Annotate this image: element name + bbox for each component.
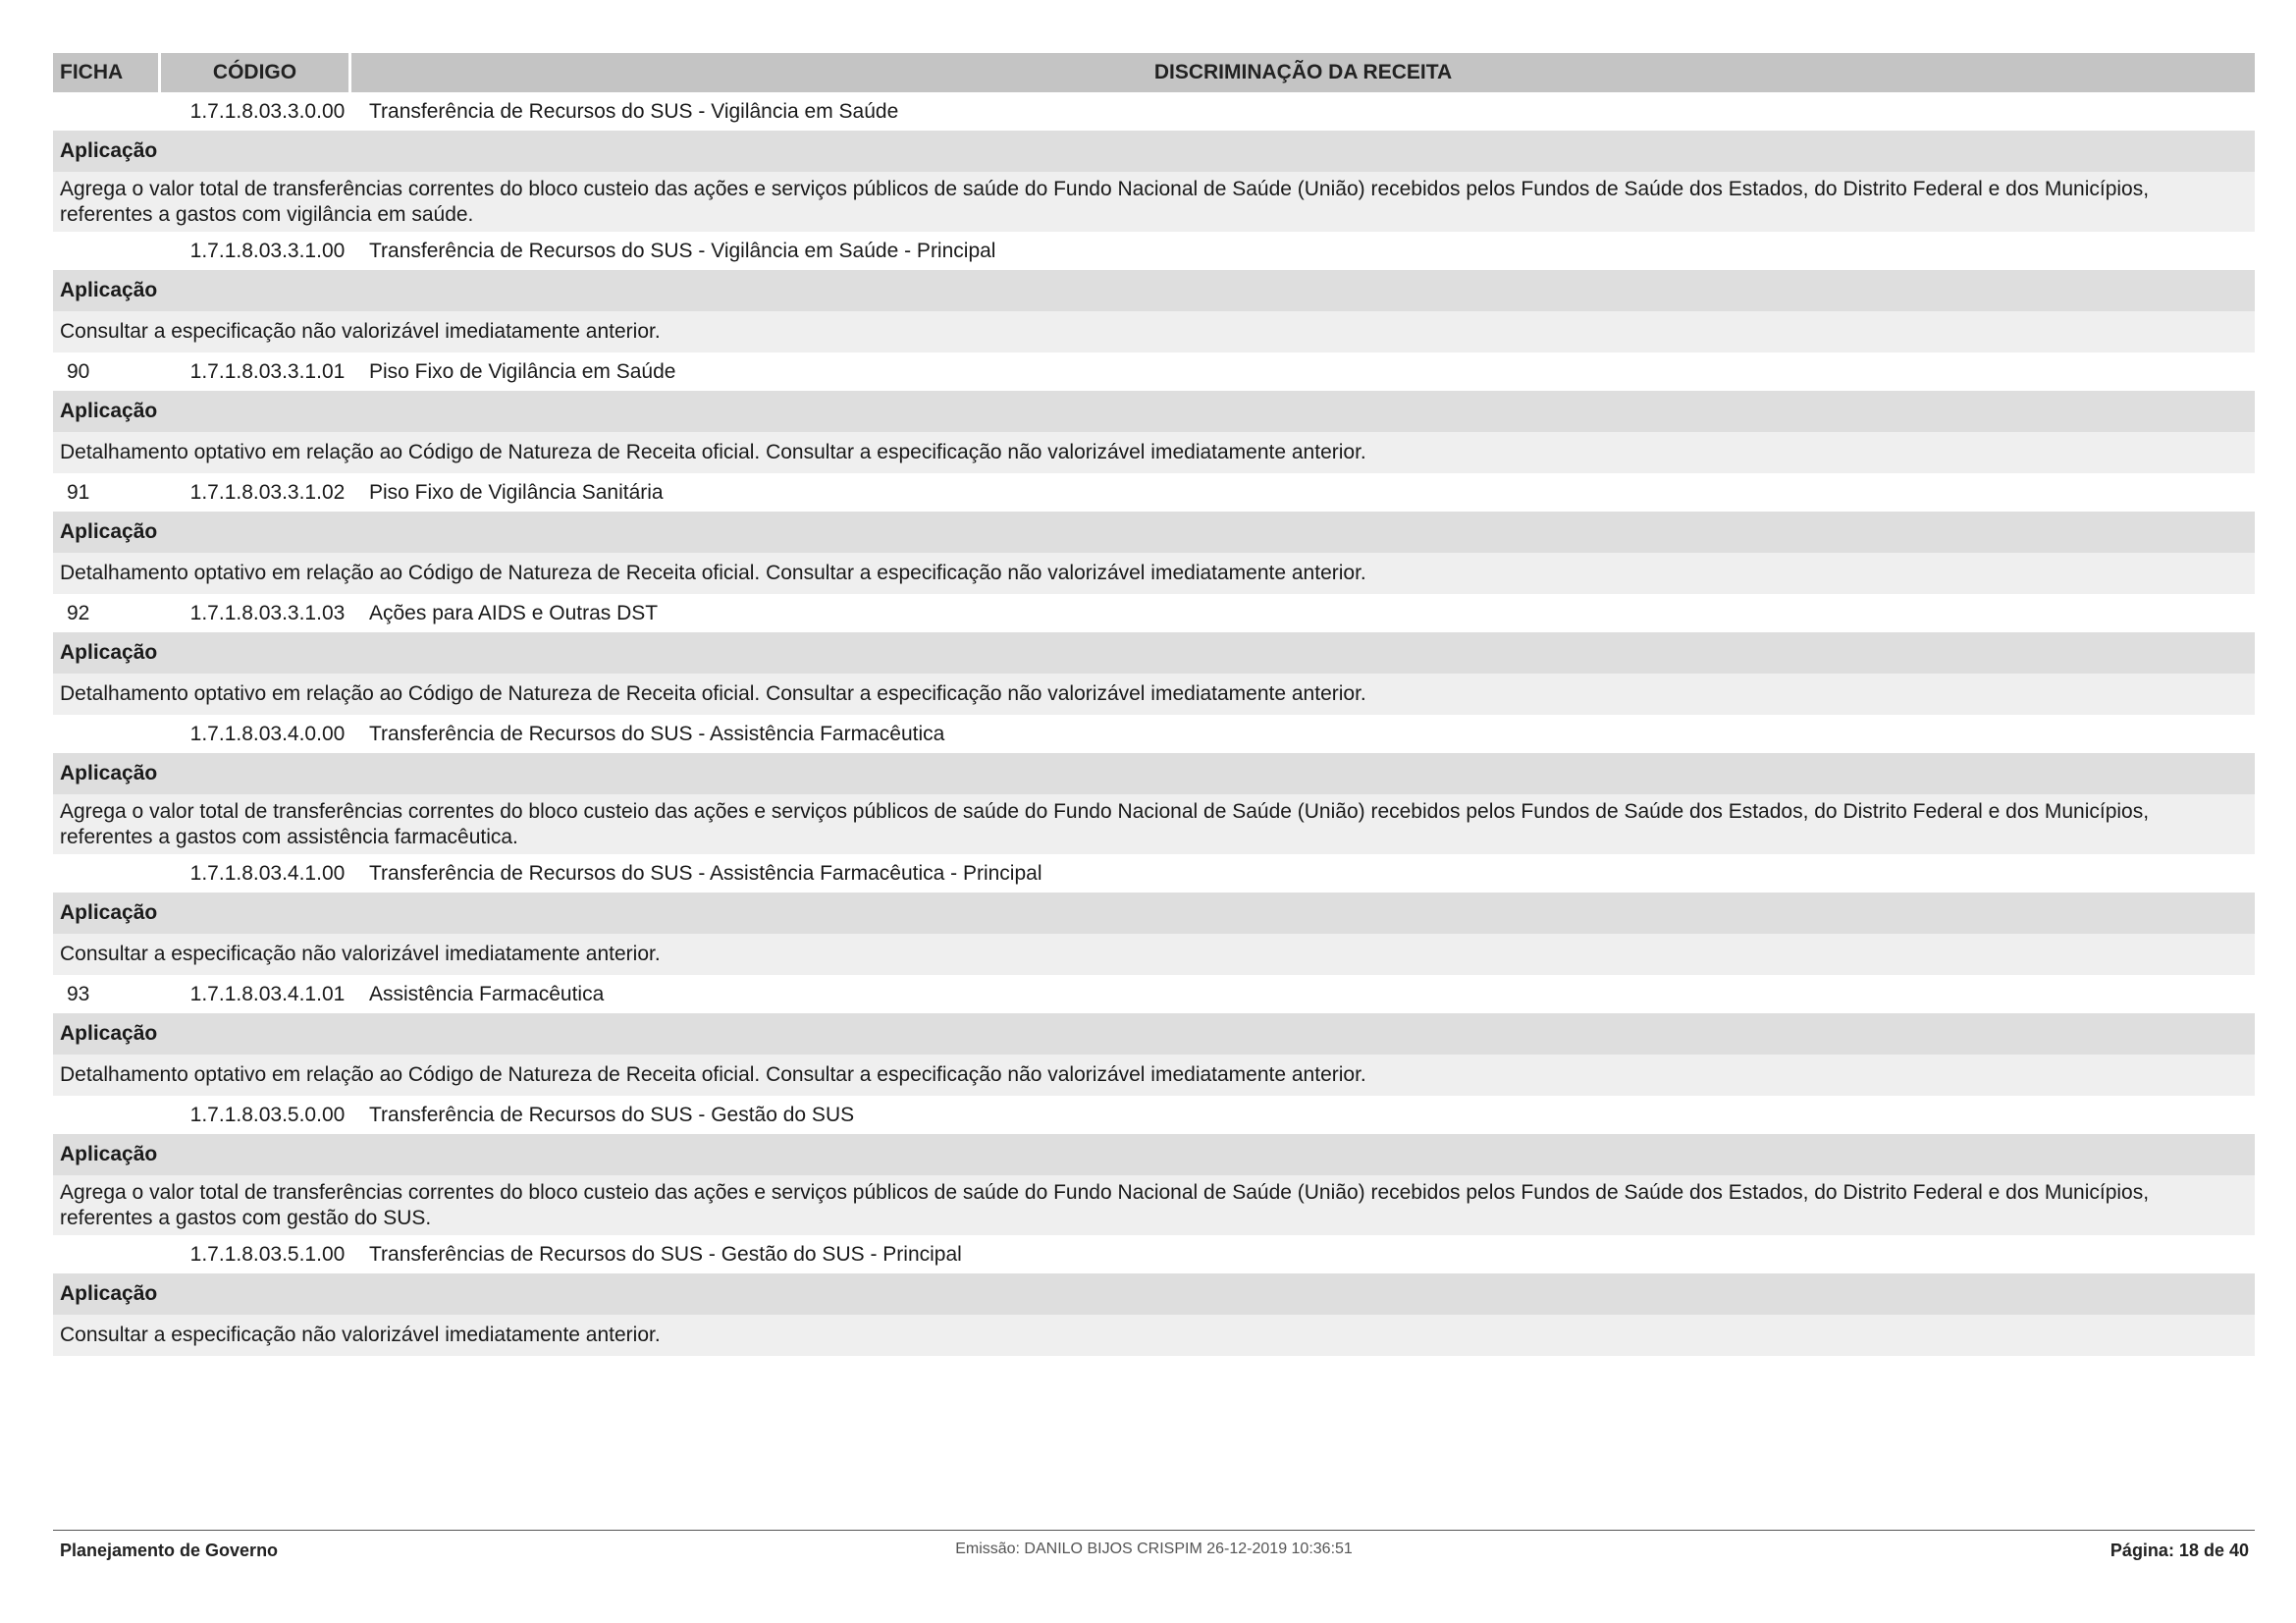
aplicacao-label: Aplicação	[53, 1013, 2255, 1055]
codigo-cell: 1.7.1.8.03.3.1.00	[189, 239, 346, 262]
aplicacao-text: Agrega o valor total de transferências correntes do bloco custeio das ações e serviços públicos de saúde do Fundo Nacional de Saúde (União) recebidos pelos Fundos de Saúde dos Estados, do Distrito Federal e dos Municípios, referentes a gastos com gestão do SUS.	[53, 1175, 2255, 1235]
aplicacao-label: Aplicação	[53, 131, 2255, 172]
descricao-cell: Transferência de Recursos do SUS - Vigilância em Saúde	[369, 99, 899, 123]
column-header-ficha: FICHA	[53, 53, 158, 92]
aplicacao-label: Aplicação	[53, 512, 2255, 553]
codigo-cell: 1.7.1.8.03.3.0.00	[189, 99, 346, 123]
codigo-cell: 1.7.1.8.03.3.1.01	[189, 359, 346, 383]
codigo-cell: 1.7.1.8.03.3.1.03	[189, 601, 346, 624]
aplicacao-label: Aplicação	[53, 632, 2255, 674]
descricao-cell: Transferência de Recursos do SUS - Vigilância em Saúde - Principal	[369, 239, 996, 262]
aplicacao-text: Consultar a especificação não valorizável imediatamente anterior.	[53, 311, 2255, 352]
aplicacao-text: Agrega o valor total de transferências correntes do bloco custeio das ações e serviços públicos de saúde do Fundo Nacional de Saúde (União) recebidos pelos Fundos de Saúde dos Estados, do Distrito Federal e dos Municípios, referentes a gastos com vigilância em saúde.	[53, 172, 2255, 232]
descricao-cell: Transferência de Recursos do SUS - Assistência Farmacêutica - Principal	[369, 861, 1042, 885]
revenue-row	[53, 92, 2255, 131]
codigo-cell: 1.7.1.8.03.5.1.00	[189, 1242, 346, 1266]
revenue-row	[53, 975, 2255, 1013]
table-header	[53, 53, 2255, 92]
aplicacao-text: Consultar a especificação não valorizável imediatamente anterior.	[53, 1315, 2255, 1356]
aplicacao-text: Agrega o valor total de transferências correntes do bloco custeio das ações e serviços públicos de saúde do Fundo Nacional de Saúde (União) recebidos pelos Fundos de Saúde dos Estados, do Distrito Federal e dos Municípios, referentes a gastos com assistência farmacêutica.	[53, 794, 2255, 854]
aplicacao-label: Aplicação	[53, 270, 2255, 311]
aplicacao-label: Aplicação	[53, 391, 2255, 432]
revenue-row	[53, 473, 2255, 512]
aplicacao-label: Aplicação	[53, 753, 2255, 794]
codigo-cell: 1.7.1.8.03.4.0.00	[189, 722, 346, 745]
aplicacao-text: Detalhamento optativo em relação ao Código de Natureza de Receita oficial. Consultar a especificação não valorizável imediatamente anterior.	[53, 1055, 2255, 1096]
ficha-cell: 91	[67, 480, 90, 504]
descricao-cell: Ações para AIDS e Outras DST	[369, 601, 659, 624]
footer-page-number: Página: 18 de 40	[2109, 1541, 2249, 1560]
ficha-cell: 92	[67, 601, 90, 624]
aplicacao-text: Consultar a especificação não valorizável imediatamente anterior.	[53, 934, 2255, 975]
revenue-row	[53, 1235, 2255, 1273]
aplicacao-text: Detalhamento optativo em relação ao Código de Natureza de Receita oficial. Consultar a especificação não valorizável imediatamente anterior.	[53, 432, 2255, 473]
ficha-cell: 90	[67, 359, 90, 383]
codigo-cell: 1.7.1.8.03.4.1.00	[189, 861, 346, 885]
aplicacao-text: Detalhamento optativo em relação ao Código de Natureza de Receita oficial. Consultar a especificação não valorizável imediatamente anterior.	[53, 553, 2255, 594]
descricao-cell: Piso Fixo de Vigilância Sanitária	[369, 480, 664, 504]
column-header-descricao: DISCRIMINAÇÃO DA RECEITA	[351, 53, 2255, 92]
footer-emission: Emissão: DANILO BIJOS CRISPIM 26-12-2019 10:36:51	[955, 1541, 1353, 1557]
aplicacao-label: Aplicação	[53, 1134, 2255, 1175]
aplicacao-label: Aplicação	[53, 1273, 2255, 1315]
column-header-codigo: CÓDIGO	[161, 53, 348, 92]
revenue-row	[53, 594, 2255, 632]
ficha-cell: 93	[67, 982, 90, 1005]
footer-organization: Planejamento de Governo	[60, 1541, 279, 1560]
descricao-cell: Piso Fixo de Vigilância em Saúde	[369, 359, 676, 383]
revenue-row	[53, 1096, 2255, 1134]
page-footer	[53, 1530, 2255, 1570]
revenue-row	[53, 715, 2255, 753]
codigo-cell: 1.7.1.8.03.3.1.02	[189, 480, 346, 504]
descricao-cell: Transferências de Recursos do SUS - Gestão do SUS - Principal	[369, 1242, 962, 1266]
descricao-cell: Assistência Farmacêutica	[369, 982, 605, 1005]
revenue-row	[53, 854, 2255, 893]
codigo-cell: 1.7.1.8.03.4.1.01	[189, 982, 346, 1005]
codigo-cell: 1.7.1.8.03.5.0.00	[189, 1103, 346, 1126]
descricao-cell: Transferência de Recursos do SUS - Assistência Farmacêutica	[369, 722, 945, 745]
revenue-row	[53, 232, 2255, 270]
revenue-table	[53, 53, 2255, 1356]
aplicacao-label: Aplicação	[53, 893, 2255, 934]
descricao-cell: Transferência de Recursos do SUS - Gestão do SUS	[369, 1103, 855, 1126]
aplicacao-text: Detalhamento optativo em relação ao Código de Natureza de Receita oficial. Consultar a especificação não valorizável imediatamente anterior.	[53, 674, 2255, 715]
revenue-row	[53, 352, 2255, 391]
